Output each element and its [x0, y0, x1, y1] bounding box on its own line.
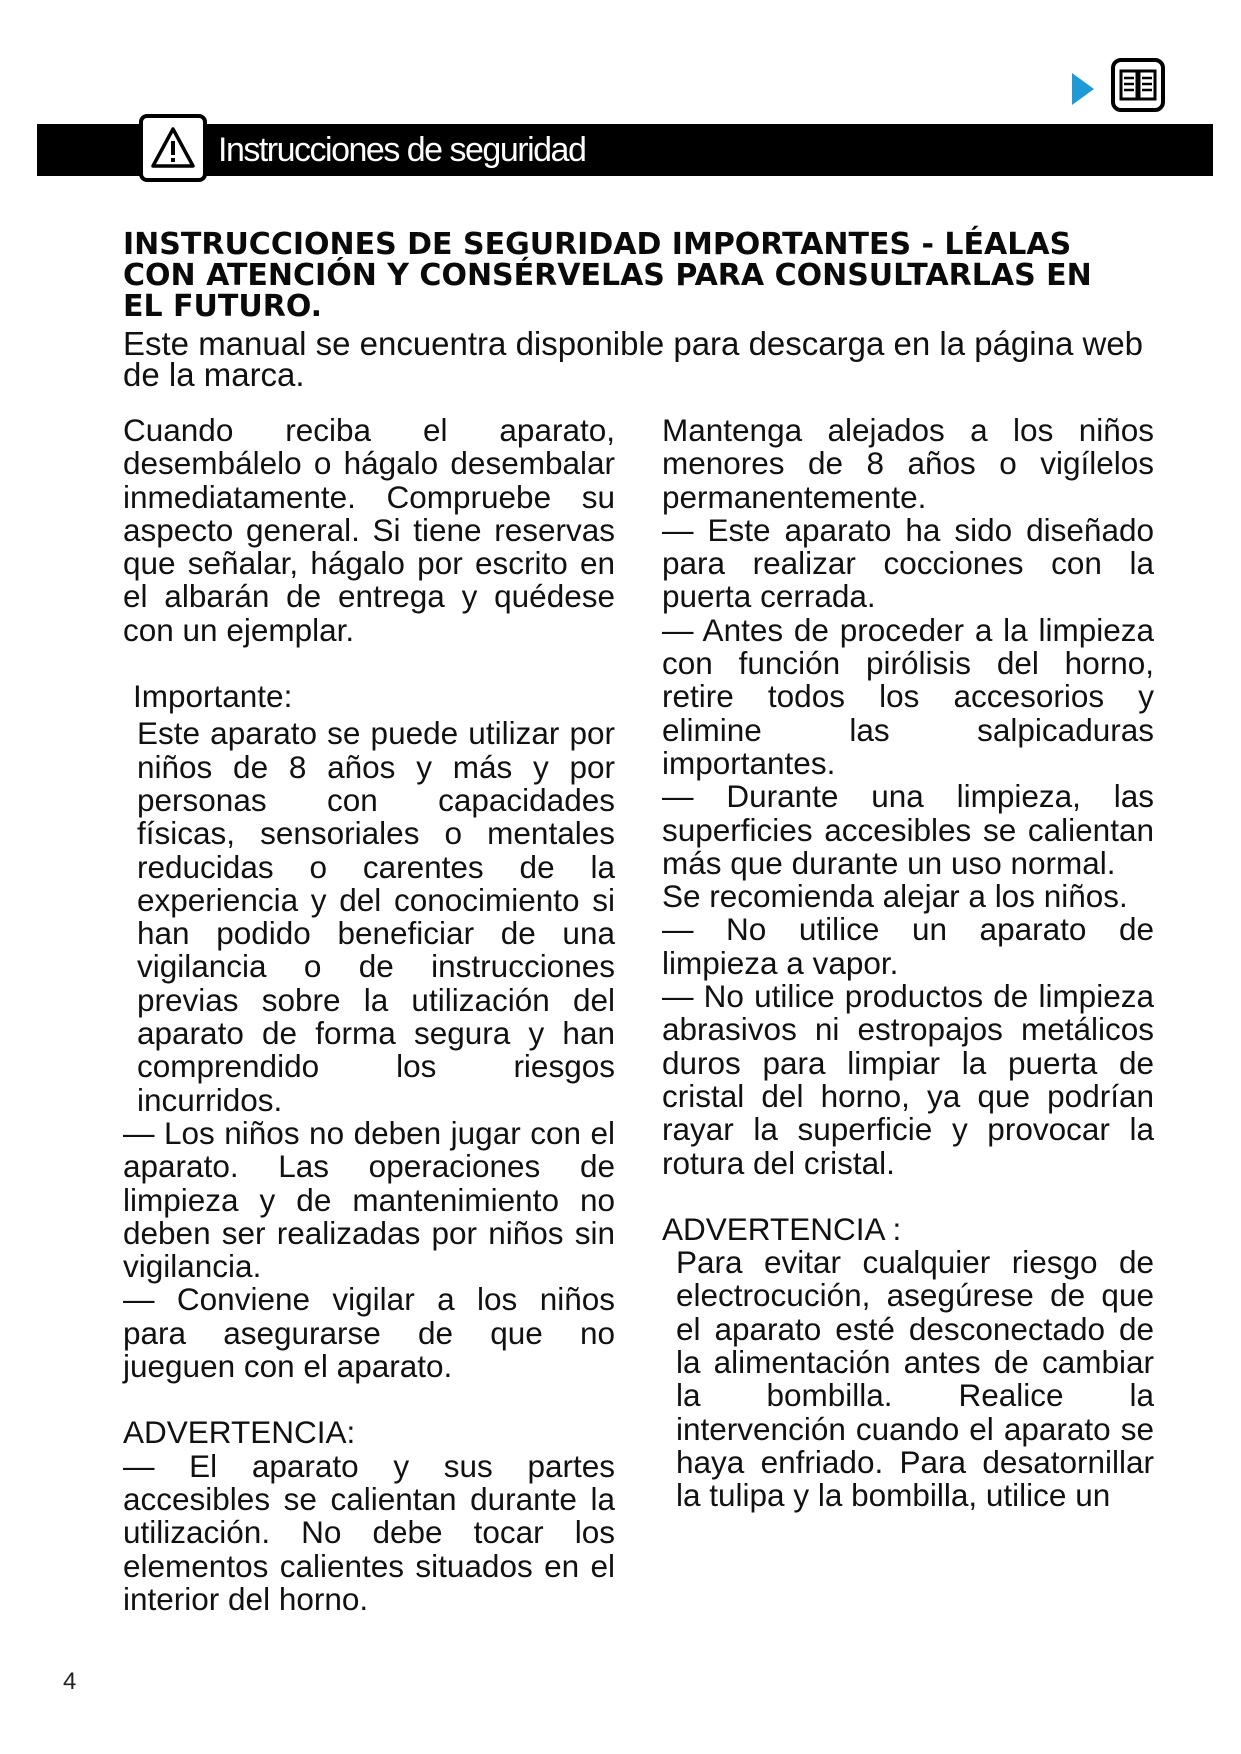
- paragraph: Este aparato se puede utilizar por niños de 8 años y más y por personas con capacidades físicas, sensoriales o mentales reducidas o carentes de la experiencia y del conocimiento si han podido beneficiar de una vigilancia o de instrucciones previas sobre la utilización del aparato de forma segura y han comprendido los riesgos incurridos.: [137, 715, 615, 1118]
- paragraph: — El aparato y sus partes accesibles se calientan durante la utilización. No debe tocar los elementos calientes situados en el interior del horno.: [123, 1447, 615, 1617]
- nav-icons: [1070, 57, 1170, 117]
- paragraph: Para evitar cualquier riesgo de electrocución, asegúrese de que el aparato esté desconectado de la alimentación antes de cambiar la bombilla. Realice la intervención cuando el aparato se haya enfriado. Para desatornillar la tulipa y la bombilla, utilice un: [676, 1244, 1154, 1514]
- heading-line: CON ATENCIÓN Y CONSÉRVELAS PARA CONSULTARLAS EN: [123, 258, 1092, 293]
- paragraph: — Conviene vigilar a los niños para asegurarse de que no jueguen con el aparato.: [123, 1281, 615, 1385]
- paragraph: — Los niños no deben jugar con el aparato. Las operaciones de limpieza y de mantenimiento no deben ser realizadas por niños sin vigilancia.: [123, 1114, 615, 1285]
- paragraph: Cuando reciba el aparato, desembálelo o hágalo desembalar inmediatamente. Compruebe su aspecto general. Si tiene reservas que señalar, hágalo por escrito en el albarán de entrega y quédese con un ejemplar.: [123, 412, 615, 648]
- paragraph: — No utilice un aparato de limpieza a vapor.: [662, 911, 1154, 981]
- left-column: [123, 414, 615, 1616]
- intro-line: Este manual se encuentra disponible para descarga en la página web: [123, 325, 1144, 362]
- paragraph: — Antes de proceder a la limpieza con función pirólisis del horno, retire todos los accesorios y elimine las salpicaduras importantes.: [662, 611, 1154, 781]
- warning-triangle-icon: [151, 126, 195, 170]
- paragraph: — Este aparato ha sido diseñado para realizar cocciones con la puerta cerrada.: [662, 511, 1154, 615]
- paragraph: Se recomienda alejar a los niños.: [662, 878, 1128, 915]
- play-arrow-icon: [1070, 71, 1096, 107]
- intro-line: de la marca.: [123, 356, 305, 393]
- paragraph: — Durante una limpieza, las superficies accesibles se calientan más que durante un uso normal.: [662, 778, 1154, 881]
- warning-icon-box: [139, 114, 207, 182]
- warning-label: ADVERTENCIA :: [662, 1210, 902, 1247]
- heading-line: EL FUTURO.: [123, 289, 323, 324]
- manual-book-icon: [1110, 57, 1166, 113]
- intro-text: [123, 325, 1153, 393]
- section-title: Instrucciones de seguridad: [218, 131, 586, 169]
- paragraph: — No utilice productos de limpieza abrasivos ni estropajos metálicos duros para limpiar la puerta de cristal del horno, ya que podrían rayar la superficie y provocar la rotura del cristal.: [662, 978, 1154, 1181]
- important-label: Importante:: [133, 678, 293, 715]
- page-number: 4: [63, 1668, 77, 1695]
- heading-line: INSTRUCCIONES DE SEGURIDAD IMPORTANTES - LÉALAS: [123, 227, 1072, 262]
- section-banner: [37, 124, 1213, 176]
- warning-label: ADVERTENCIA:: [123, 1414, 356, 1451]
- right-column: [662, 414, 1154, 1513]
- safety-heading: [123, 229, 1163, 322]
- paragraph: Mantenga alejados a los niños menores de 8 años o vigílelos permanentemente.: [662, 412, 1154, 515]
